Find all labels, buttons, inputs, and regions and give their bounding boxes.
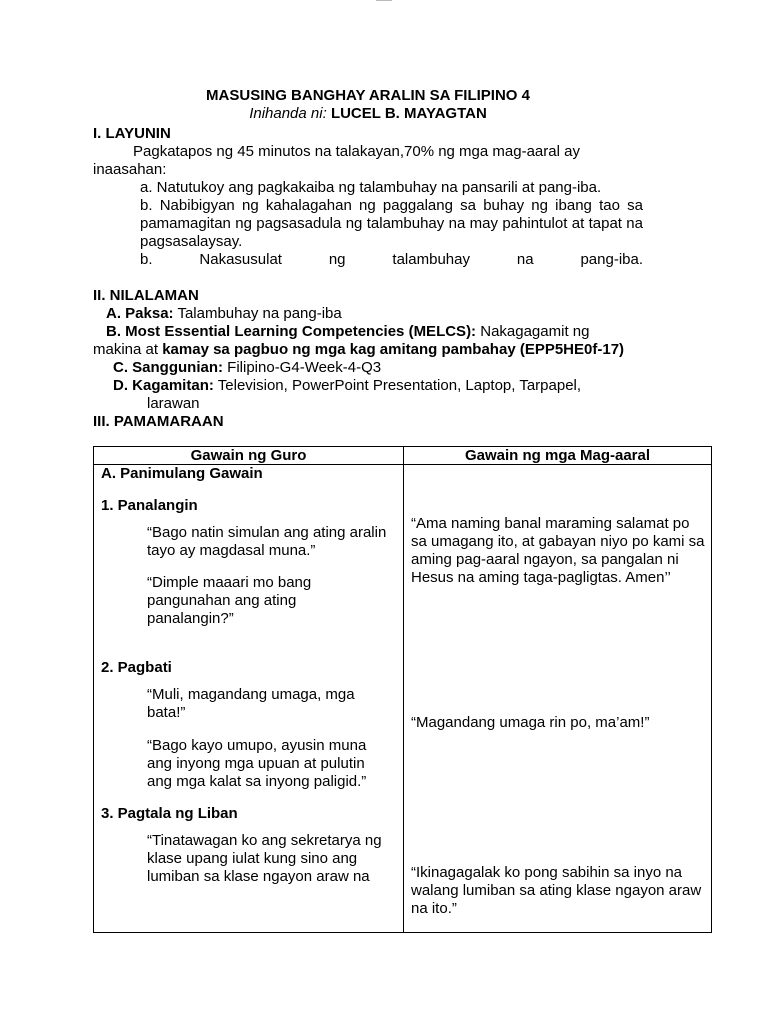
melcs-value: Nakagagamit ng xyxy=(480,323,590,340)
kagamitan-value: Television, PowerPoint Presentation, Laptop, Tarpapel, xyxy=(217,377,582,394)
column-header-teacher: Gawain ng Guro xyxy=(94,447,404,465)
prepared-by xyxy=(93,105,643,123)
section-pamamaraan-heading: III. PAMAMARAAN xyxy=(93,413,224,430)
panalangin-teacher-line-2: “Dimple maaari mo bang pangunahan ang ating panalangin?” xyxy=(147,574,312,627)
paksa-line xyxy=(93,305,643,323)
kagamitan-label: D. Kagamitan: xyxy=(113,377,214,394)
pagbati-student-response: “Magandang umaga rin po, ma’am!” xyxy=(411,714,650,731)
melcs-line xyxy=(93,323,643,341)
prepared-name: LUCEL B. MAYAGTAN xyxy=(330,105,487,122)
part-heading: A. Panimulang Gawain xyxy=(101,465,263,482)
procedure-table xyxy=(93,446,712,933)
pagbati-teacher-line-1: “Muli, magandang umaga, mga bata!” xyxy=(147,686,355,721)
sanggunian-label: C. Sanggunian: xyxy=(113,359,223,376)
pagbati-heading: 2. Pagbati xyxy=(101,659,172,676)
liban-heading: 3. Pagtala ng Liban xyxy=(101,805,238,822)
lesson-plan-page xyxy=(93,87,643,431)
table-row xyxy=(94,465,712,933)
column-header-students: Gawain ng mga Mag-aaral xyxy=(404,447,712,465)
panalangin-teacher-line-1: “Bago natin simulan ang ating aralin tayo ay magdasal muna.” xyxy=(147,524,387,559)
pagbati-teacher-line-2: “Bago kayo umupo, ayusin muna ang inyong mga upuan at pulutin ang mga kalat sa inyong paligid.” xyxy=(147,737,367,790)
liban-student-response: “Ikinagagalak ko pong sabihin sa inyo na walang lumiban sa ating klase ngayon araw na ito.” xyxy=(411,864,702,917)
layunin-intro: Pagkatapos ng 45 minutos na talakayan,70% ng mga mag-aaral ay inaasahan: xyxy=(93,143,580,178)
students-cell xyxy=(404,465,712,933)
melcs-line-2 xyxy=(93,341,643,359)
objective-c: b. Nakasusulat ng talambuhay na pang-iba. xyxy=(140,251,643,268)
objective-a: a. Natutukoy ang pagkakaiba ng talambuhay na pansarili at pang-iba. xyxy=(140,179,602,196)
melcs-value-2: makina at xyxy=(93,341,159,358)
panalangin-student-response: “Ama naming banal maraming salamat po sa umagang ito, at gabayan niyo po kami sa aming pag-aaral ngayon, sa pangalan ni Hesus na aming taga-pagligtas. Amen’’ xyxy=(411,515,705,586)
paksa-label: A. Paksa: xyxy=(106,305,174,322)
section-nilalaman-heading: II. NILALAMAN xyxy=(93,287,199,304)
melcs-value-3: kamay sa pagbuo ng mga kag amitang pambahay (EPP5HE0f-17) xyxy=(162,341,625,358)
paksa-value: Talambuhay na pang-iba xyxy=(177,305,342,322)
sanggunian-value: Filipino-G4-Week-4-Q3 xyxy=(227,359,382,376)
melcs-label: B. Most Essential Learning Competencies (MELCS): xyxy=(106,323,477,340)
table-header-row xyxy=(94,447,712,465)
liban-teacher-line: “Tinatawagan ko ang sekretarya ng klase upang iulat kung sino ang lumiban sa klase ngayon araw na xyxy=(147,832,382,885)
prepared-label: Inihanda ni: xyxy=(249,105,327,122)
document-title: MASUSING BANGHAY ARALIN SA FILIPINO 4 xyxy=(206,87,530,104)
section-layunin-heading: I. LAYUNIN xyxy=(93,125,171,142)
sanggunian-line xyxy=(93,359,643,377)
kagamitan-line xyxy=(93,377,643,395)
objective-b: b. Nabibigyan ng kahalagahan ng paggalang sa buhay ng ibang tao sa pamamagitan ng pagsasadula ng talambuhay na may pahintulot at tapat na pagsasalaysay. xyxy=(140,197,643,250)
page-top-mark xyxy=(376,0,392,1)
kagamitan-line-2: larawan xyxy=(147,395,200,412)
panalangin-heading: 1. Panalangin xyxy=(101,497,198,514)
teacher-cell xyxy=(94,465,404,933)
